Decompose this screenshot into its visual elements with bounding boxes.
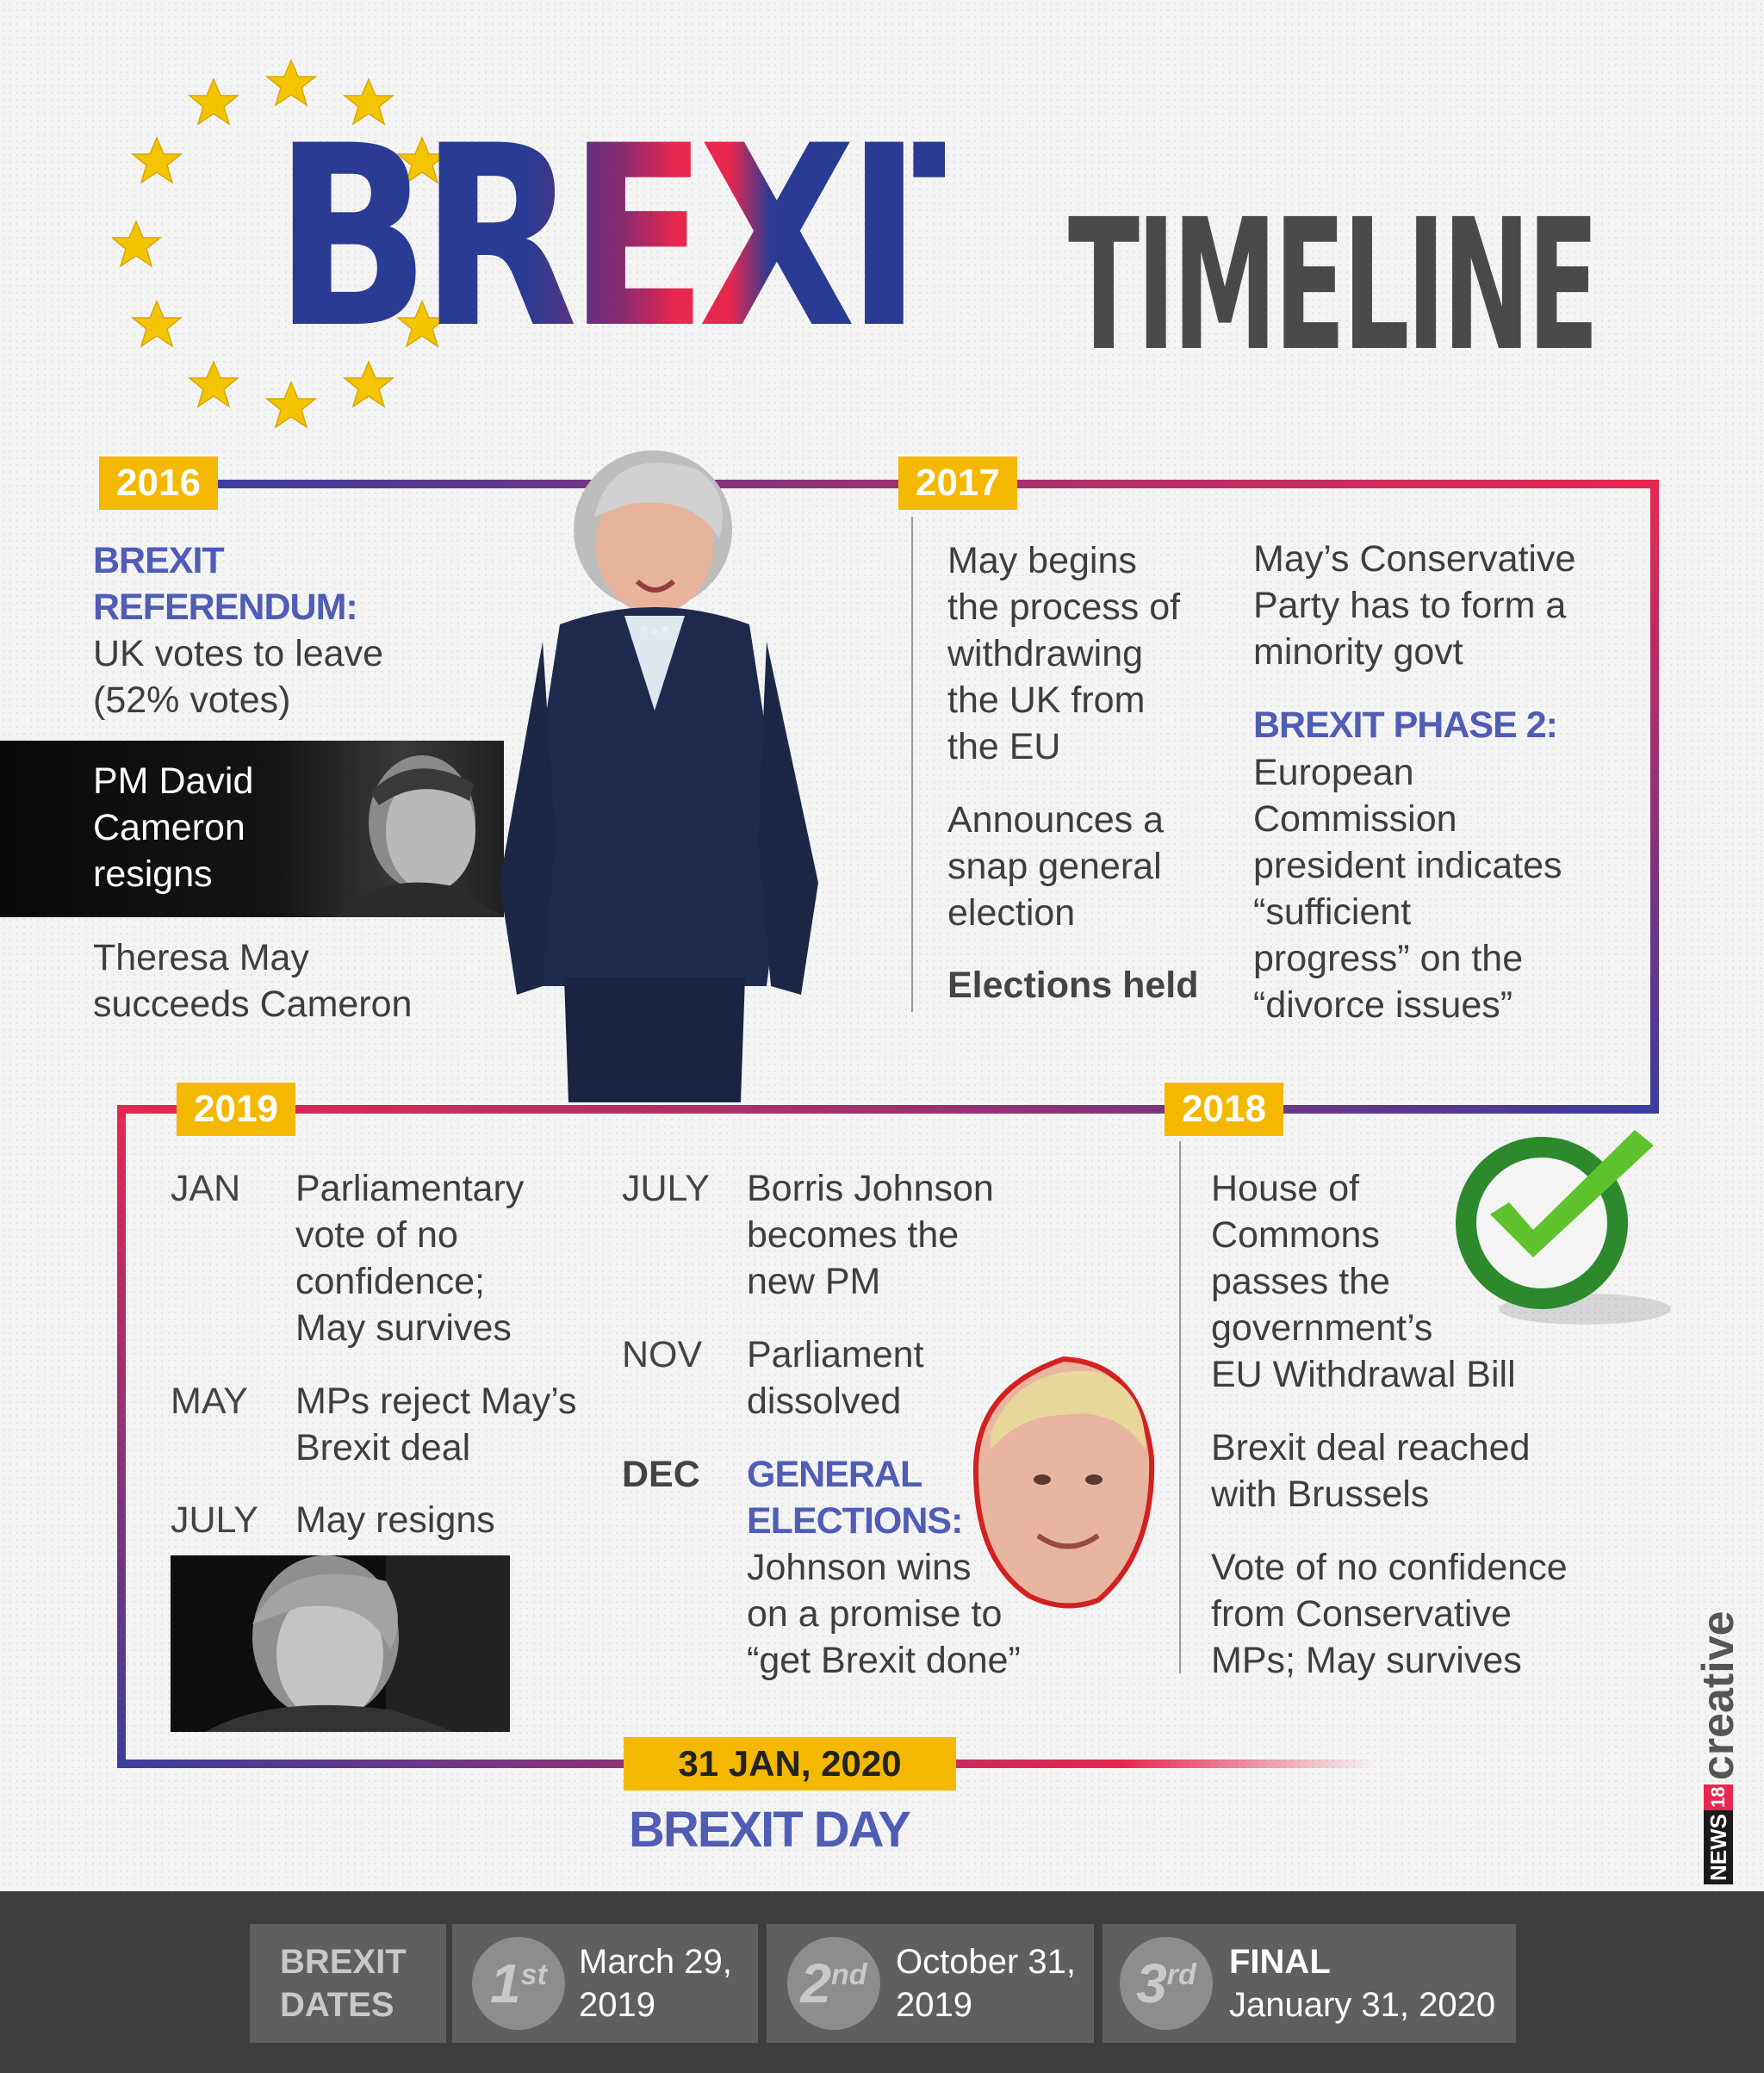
2017-line: Party has to form a — [1253, 585, 1567, 626]
2018-line: EU Withdrawal Bill — [1211, 1354, 1516, 1395]
line-right — [1650, 480, 1659, 1114]
2017-line: May’s Conservative — [1253, 538, 1576, 580]
2017-line: the EU — [947, 726, 1061, 767]
month-july: JULY — [622, 1168, 710, 1209]
2019-line: dissolved — [747, 1381, 902, 1422]
ordinal-1st-badge — [472, 1937, 565, 2030]
2017-line: European — [1253, 752, 1414, 793]
brexit-day-date: 31 JAN, 2020 — [624, 1737, 956, 1791]
2017-withdrawal-start — [947, 537, 1180, 770]
theresa-may-photo — [482, 435, 861, 1102]
2017-line: “divorce issues” — [1253, 984, 1513, 1026]
2017-elections-held: Elections held — [947, 965, 1199, 1006]
ordinal-number: 2 — [800, 1952, 832, 2014]
2018-line: MPs; May survives — [1211, 1640, 1522, 1681]
year-badge-2019: 2019 — [177, 1083, 295, 1136]
year-badge-2017: 2017 — [898, 456, 1017, 510]
2017-line: president indicates — [1253, 845, 1562, 886]
footer-date-line: 2019 — [896, 1986, 972, 2024]
2019-line: MPs reject May’s — [295, 1381, 577, 1422]
footer-date-line: FINAL — [1229, 1943, 1331, 1981]
2017-line: “sufficient — [1253, 891, 1412, 933]
footer-date-line: 2019 — [579, 1986, 655, 2024]
referendum-text-line: UK votes to leave — [93, 633, 384, 674]
brexit-day-label: BREXIT DAY — [629, 1802, 910, 1858]
ordinal-3rd-badge — [1120, 1937, 1213, 2030]
2019-line: “get Brexit done” — [747, 1640, 1021, 1681]
2017-phase-2-text — [1253, 749, 1562, 1028]
month-dec: DEC — [622, 1454, 700, 1495]
2018-line: passes the — [1211, 1261, 1390, 1302]
ordinal-2nd-badge — [787, 1937, 880, 2030]
month-jan: JAN — [171, 1168, 241, 1209]
line-left — [117, 1105, 126, 1768]
ordinal-suffix: st — [520, 1958, 547, 1991]
checkmark-icon — [1438, 1128, 1697, 1344]
line-middle — [117, 1105, 1659, 1114]
2019-line: on a promise to — [747, 1593, 1003, 1635]
year-badge-2016: 2016 — [99, 456, 218, 510]
2019-line: Brexit deal — [295, 1427, 471, 1468]
2017-line: snap general — [947, 846, 1162, 887]
month-july: JULY — [171, 1499, 258, 1541]
referendum-text-line: (52% votes) — [93, 680, 291, 721]
2017-snap-election — [947, 797, 1164, 936]
2019-parliament-dissolved — [747, 1331, 924, 1424]
footer-date-line: January 31, 2020 — [1229, 1986, 1496, 2024]
year-badge-2018: 2018 — [1165, 1083, 1283, 1136]
2019-line: May survives — [295, 1307, 512, 1349]
footer-date-line: October 31, — [896, 1943, 1077, 1981]
footer-label-line: BREXIT — [280, 1943, 407, 1981]
2017-line: Announces a — [947, 799, 1165, 841]
may-resigns-photo — [171, 1555, 510, 1732]
footer-date-3 — [1229, 1940, 1495, 2026]
2017-line: withdrawing — [947, 633, 1144, 674]
footer-date-1 — [579, 1940, 732, 2026]
may-succeeds — [93, 934, 412, 1027]
2019-line: confidence; — [295, 1261, 485, 1302]
2018-line: from Conservative — [1211, 1593, 1512, 1635]
logo-number: 18 — [1704, 1784, 1733, 1810]
footer-label-line: DATES — [280, 1986, 394, 2024]
2019-line: ELECTIONS: — [747, 1500, 963, 1542]
2017-line: the UK from — [947, 680, 1146, 721]
2018-line: with Brussels — [1211, 1474, 1430, 1515]
2017-line: May begins — [947, 540, 1137, 581]
footer-date-2 — [896, 1940, 1076, 2026]
2019-line: Parliamentary — [295, 1168, 525, 1209]
referendum-heading — [93, 537, 357, 630]
cameron-line: PM David — [93, 760, 254, 802]
2019-jan-event — [295, 1165, 524, 1351]
2018-line: government’s — [1211, 1307, 1433, 1349]
cameron-resigns — [93, 758, 253, 897]
ordinal-number: 1 — [490, 1952, 521, 2014]
2019-line: Johnson wins — [747, 1547, 972, 1588]
2019-line: GENERAL — [747, 1454, 922, 1495]
2019-may-resigns: May resigns — [295, 1499, 495, 1541]
2019-line: new PM — [747, 1261, 881, 1302]
cameron-line: Cameron — [93, 807, 245, 848]
2017-line: Commission — [1253, 798, 1457, 840]
divider-2018 — [1179, 1141, 1181, 1673]
2019-line: vote of no — [295, 1214, 458, 1256]
referendum-heading-line: BREXIT — [93, 540, 224, 581]
referendum-heading-line: REFERENDUM: — [93, 587, 357, 628]
general-elections-heading — [747, 1451, 962, 1544]
logo-word: creative — [1693, 1611, 1743, 1781]
title-timeline: TIMELINE — [1068, 180, 1597, 391]
2018-line: Brexit deal reached — [1211, 1427, 1531, 1468]
ordinal-number: 3 — [1136, 1952, 1167, 2014]
2017-line: minority govt — [1253, 631, 1463, 673]
2018-line: Commons — [1211, 1214, 1380, 1256]
2017-line: the process of — [947, 587, 1181, 628]
may-succeeds-line: succeeds Cameron — [93, 984, 413, 1025]
cameron-portrait-illustration — [284, 741, 504, 917]
2019-may-event — [295, 1378, 577, 1471]
brexit-phase-2-heading: BREXIT PHASE 2: — [1253, 704, 1557, 746]
month-nov: NOV — [622, 1334, 703, 1375]
referendum-text — [93, 630, 383, 723]
2018-line: Vote of no confidence — [1211, 1547, 1568, 1588]
2018-line: House of — [1211, 1168, 1360, 1209]
footer-date-line: March 29, — [579, 1943, 732, 1981]
may-succeeds-line: Theresa May — [93, 937, 309, 978]
brexit-dates-label — [280, 1940, 407, 2026]
title-brexit: BREXIT — [274, 93, 1042, 383]
2017-line: election — [947, 892, 1076, 934]
2018-deal-reached — [1211, 1424, 1531, 1518]
2019-line: becomes the — [747, 1214, 960, 1256]
ordinal-suffix: nd — [831, 1958, 867, 1991]
2018-no-confidence — [1211, 1544, 1568, 1684]
month-may: MAY — [171, 1381, 248, 1422]
2019-line: Parliament — [747, 1334, 924, 1375]
divider-2017 — [911, 517, 913, 1012]
ordinal-suffix: rd — [1166, 1958, 1196, 1991]
2017-line: progress” on the — [1253, 938, 1524, 979]
logo-brand: NEWS — [1704, 1810, 1733, 1884]
news18-creative-logo — [1693, 1609, 1753, 1884]
johnson-face-photo — [969, 1355, 1158, 1613]
cameron-line: resigns — [93, 853, 213, 895]
2019-line: Borris Johnson — [747, 1168, 994, 1209]
2017-minority-govt — [1253, 536, 1575, 675]
2019-johnson-pm — [747, 1165, 994, 1305]
